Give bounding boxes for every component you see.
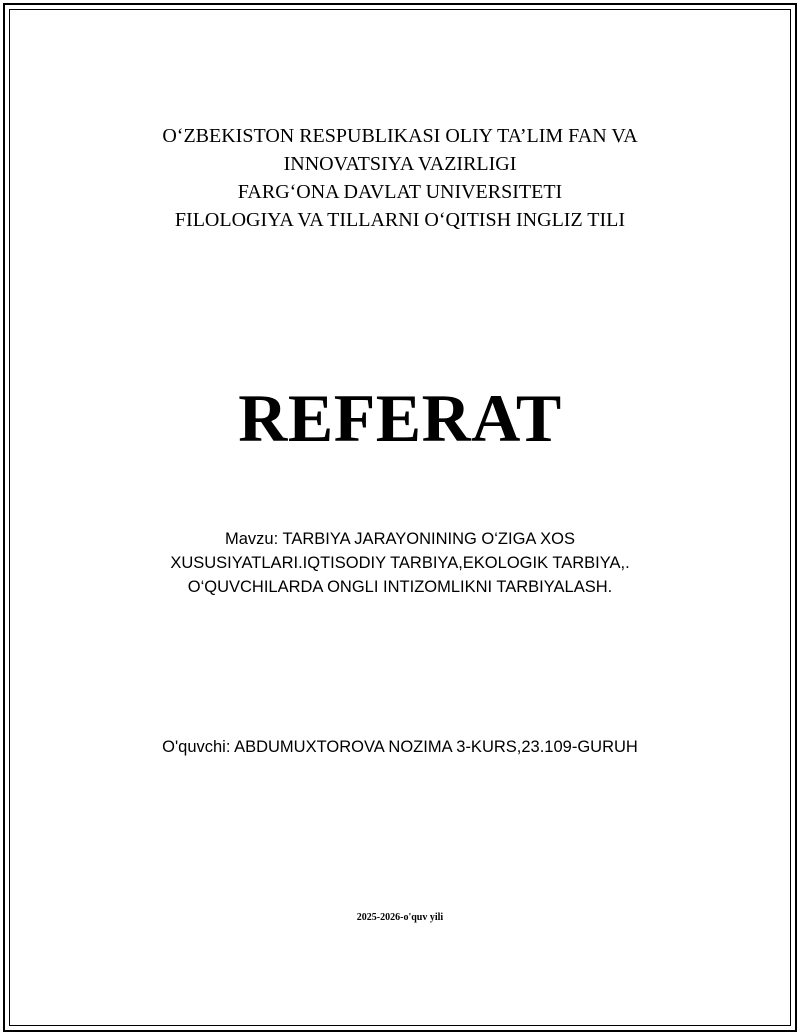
header-line-ministry-1: O‘ZBEKISTON RESPUBLIKASI OLIY TA’LIM FAN VA (162, 125, 638, 147)
topic-block (0, 527, 800, 599)
topic-line-2: XUSUSIYATLARI.IQTISODIY TARBIYA,EKOLOGIK TARBIYA,. (170, 554, 630, 572)
student-info: O'quvchi: ABDUMUXTOROVA NOZIMA 3-KURS,23.109-GURUH (162, 738, 638, 756)
topic-line-3: O‘QUVCHILARDA ONGLI INTIZOMLIKNI TARBIYALASH. (187, 578, 613, 596)
header-line-faculty: FILOLOGIYA VA TILLARNI O‘QITISH INGLIZ TILI (174, 209, 626, 231)
header-line-university: FARG‘ONA DAVLAT UNIVERSITETI (237, 181, 563, 203)
institution-header (0, 122, 800, 234)
academic-year: 2025-2026-o'quv yili (356, 912, 444, 923)
topic-line-1: Mavzu: TARBIYA JARAYONINING O‘ZIGA XOS (225, 530, 575, 548)
header-line-ministry-2: INNOVATSIYA VAZIRLIGI (283, 153, 517, 175)
document-title: REFERAT (238, 380, 562, 456)
